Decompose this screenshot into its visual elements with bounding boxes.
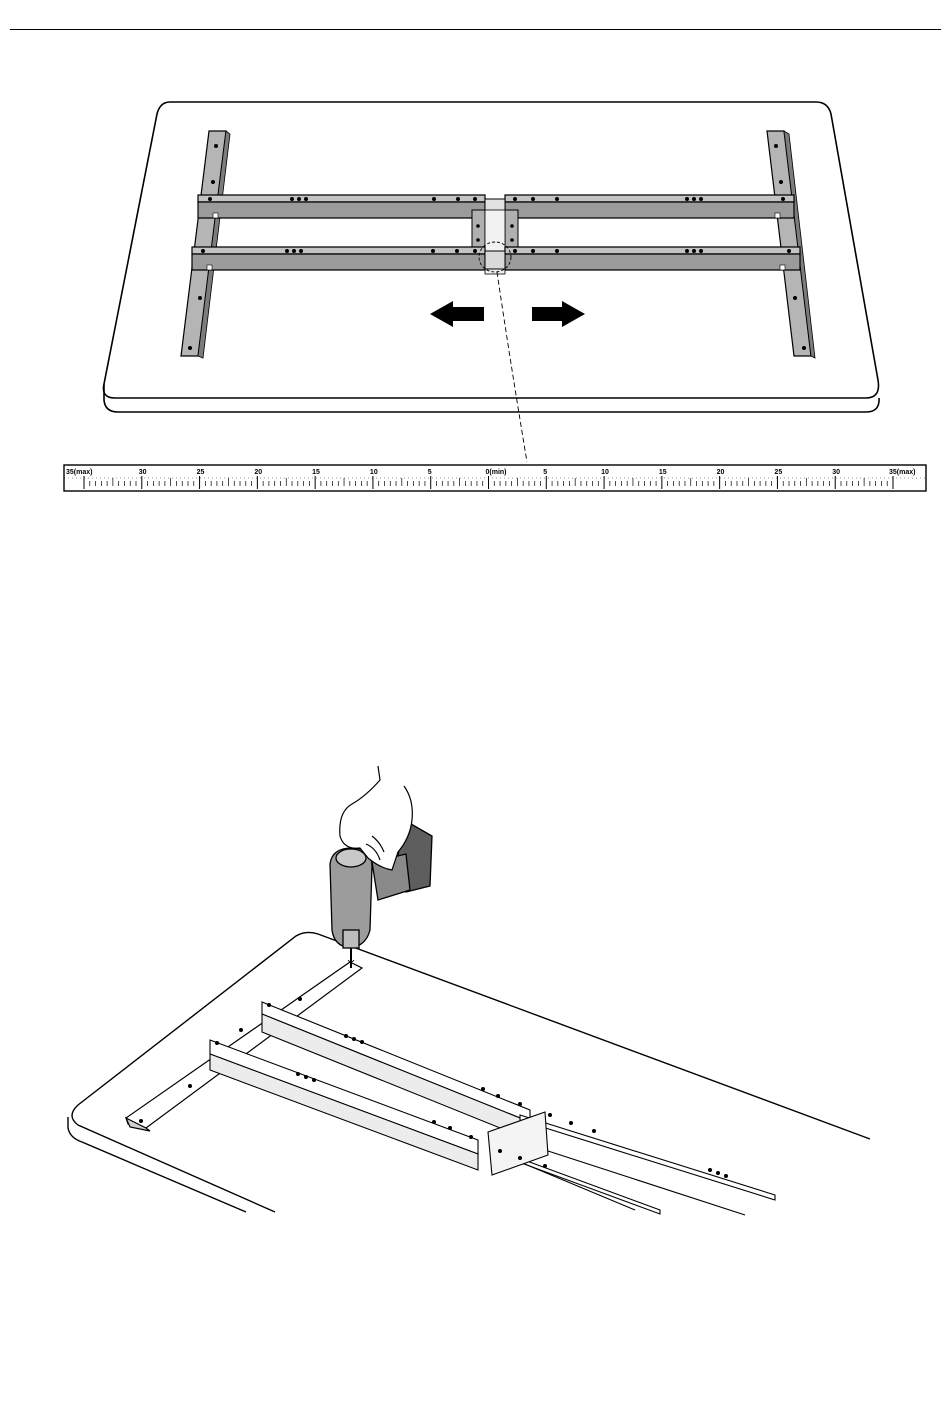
ruler-label: 5 (543, 469, 548, 476)
ruler-label: 10 (369, 469, 378, 476)
figure-frame-width-adjustment (0, 0, 950, 520)
ruler-label: 35(max) (66, 469, 93, 476)
ruler-label: 35(max) (889, 469, 916, 476)
ruler-label: 15 (312, 469, 320, 476)
ruler-label: 10 (601, 469, 609, 476)
width-ruler (64, 465, 926, 491)
rails-perspective (210, 1002, 775, 1215)
ruler-label: 25 (774, 469, 783, 476)
cordless-drill (330, 820, 432, 968)
foot-bracket (126, 962, 362, 1131)
ruler-label: 30 (832, 469, 841, 476)
hand (340, 766, 413, 870)
ruler-label: 20 (716, 469, 725, 476)
ruler-label: 0(min) (485, 469, 507, 476)
ruler-label: 30 (138, 469, 147, 476)
ruler-label: 20 (254, 469, 263, 476)
ruler-label: 25 (196, 469, 205, 476)
desk-top-perspective (68, 932, 870, 1212)
ruler-label: 15 (658, 469, 667, 476)
ruler-label: 5 (427, 469, 432, 476)
